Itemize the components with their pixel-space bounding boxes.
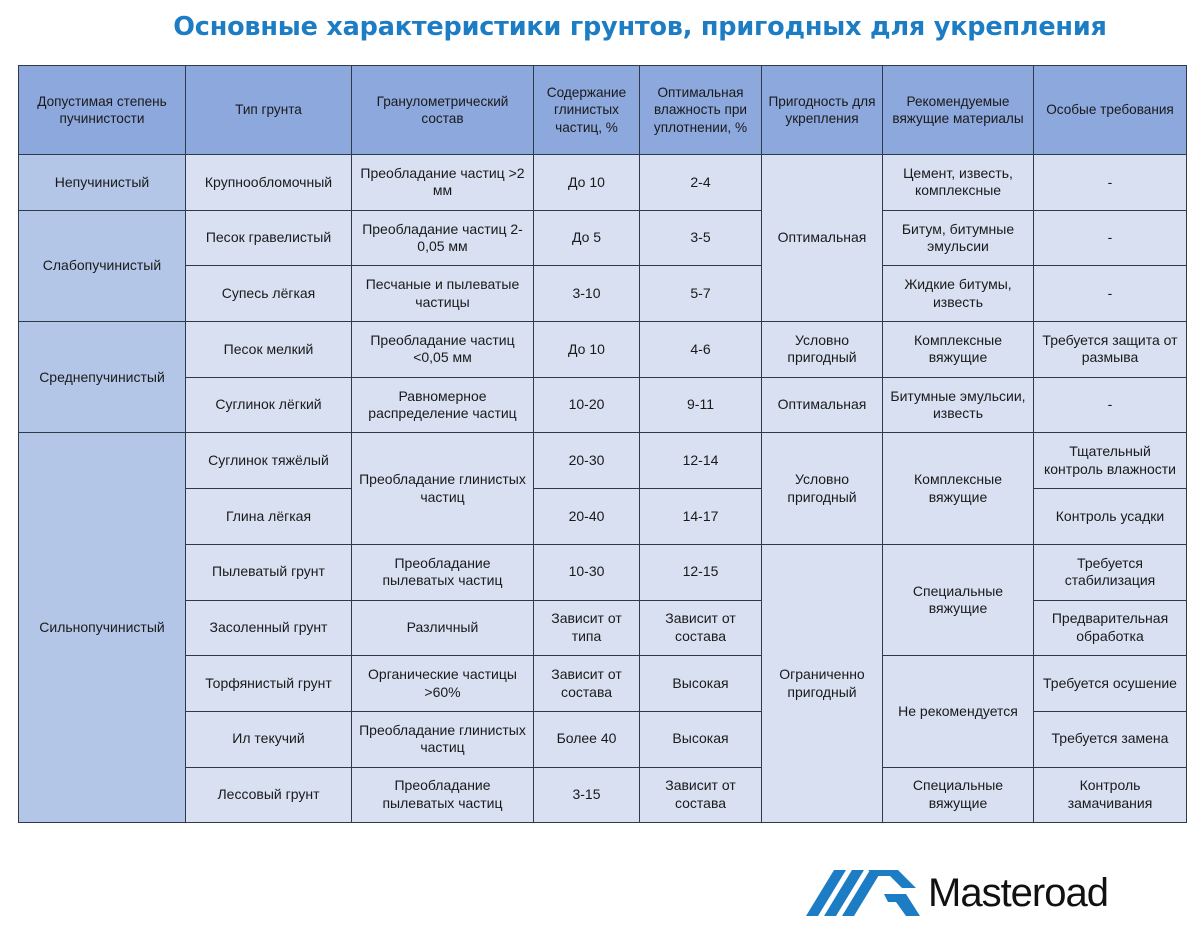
soil-type-cell: Пылеватый грунт <box>186 544 352 600</box>
clay-content-cell: Более 40 <box>534 711 640 767</box>
requirements-cell: Требуется защита от размыва <box>1034 322 1187 378</box>
soil-type-cell: Торфянистый грунт <box>186 656 352 712</box>
header-cell: Тип грунта <box>186 66 352 155</box>
moisture-cell: 12-15 <box>640 544 762 600</box>
suitability-cell: Оптимальная <box>762 377 883 433</box>
composition-cell: Равномерное распределение частиц <box>352 377 534 433</box>
requirements-cell: Тщательный контроль влажности <box>1034 433 1187 489</box>
header-cell: Содержание глинистых частиц, % <box>534 66 640 155</box>
suitability-cell: Ограниченно пригодный <box>762 544 883 822</box>
moisture-cell: 5-7 <box>640 266 762 322</box>
requirements-cell: - <box>1034 377 1187 433</box>
table-header-row <box>19 66 1187 155</box>
composition-cell: Преобладание частиц >2 мм <box>352 155 534 211</box>
table-row <box>19 155 1187 211</box>
header-cell: Рекомендуемые вяжущие материалы <box>883 66 1034 155</box>
binder-cell: Битумные эмульсии, известь <box>883 377 1034 433</box>
soil-type-cell: Суглинок лёгкий <box>186 377 352 433</box>
requirements-cell: - <box>1034 266 1187 322</box>
binder-cell: Битум, битумные эмульсии <box>883 210 1034 266</box>
clay-content-cell: 20-30 <box>534 433 640 489</box>
moisture-cell: 4-6 <box>640 322 762 378</box>
composition-cell: Преобладание частиц 2-0,05 мм <box>352 210 534 266</box>
table-row <box>19 210 1187 266</box>
suitability-cell: Оптимальная <box>762 155 883 322</box>
moisture-cell: Зависит от состава <box>640 600 762 656</box>
frost-degree-cell: Среднепучинистый <box>19 322 186 433</box>
composition-cell: Различный <box>352 600 534 656</box>
requirements-cell: Контроль усадки <box>1034 489 1187 545</box>
header-cell: Оптимальная влажность при уплотнении, % <box>640 66 762 155</box>
table-row <box>19 266 1187 322</box>
binder-cell: Специальные вяжущие <box>883 544 1034 655</box>
clay-content-cell: 10-20 <box>534 377 640 433</box>
masteroad-logo <box>806 868 1108 918</box>
frost-degree-cell: Слабопучинистый <box>19 210 186 321</box>
soil-characteristics-table <box>18 65 1187 823</box>
requirements-cell: Требуется стабилизация <box>1034 544 1187 600</box>
header-cell: Гранулометрический состав <box>352 66 534 155</box>
binder-cell: Комплексные вяжущие <box>883 433 1034 544</box>
clay-content-cell: 3-15 <box>534 767 640 823</box>
moisture-cell: Высокая <box>640 656 762 712</box>
requirements-cell: - <box>1034 210 1187 266</box>
clay-content-cell: Зависит от типа <box>534 600 640 656</box>
soil-type-cell: Лессовый грунт <box>186 767 352 823</box>
clay-content-cell: 10-30 <box>534 544 640 600</box>
logo-text: Masteroad <box>928 871 1108 915</box>
table-row <box>19 656 1187 712</box>
binder-cell: Комплексные вяжущие <box>883 322 1034 378</box>
moisture-cell: 2-4 <box>640 155 762 211</box>
table-row <box>19 433 1187 489</box>
page-title: Основные характеристики грунтов, пригодных для укрепления <box>173 12 1107 42</box>
table-row <box>19 544 1187 600</box>
suitability-cell: Условно пригодный <box>762 322 883 378</box>
moisture-cell: 9-11 <box>640 377 762 433</box>
soil-type-cell: Песок мелкий <box>186 322 352 378</box>
clay-content-cell: До 10 <box>534 155 640 211</box>
soil-type-cell: Ил текучий <box>186 711 352 767</box>
requirements-cell: Контроль замачивания <box>1034 767 1187 823</box>
header-cell: Особые требования <box>1034 66 1187 155</box>
table-row <box>19 767 1187 823</box>
clay-content-cell: Зависит от состава <box>534 656 640 712</box>
clay-content-cell: 20-40 <box>534 489 640 545</box>
composition-cell: Органические частицы >60% <box>352 656 534 712</box>
moisture-cell: 14-17 <box>640 489 762 545</box>
frost-degree-cell: Сильнопучинистый <box>19 433 186 823</box>
clay-content-cell: 3-10 <box>534 266 640 322</box>
clay-content-cell: До 5 <box>534 210 640 266</box>
composition-cell: Преобладание пылеватых частиц <box>352 767 534 823</box>
requirements-cell: - <box>1034 155 1187 211</box>
soil-type-cell: Глина лёгкая <box>186 489 352 545</box>
soil-type-cell: Крупнообломочный <box>186 155 352 211</box>
requirements-cell: Предварительная обработка <box>1034 600 1187 656</box>
composition-cell: Преобладание глинистых частиц <box>352 711 534 767</box>
clay-content-cell: До 10 <box>534 322 640 378</box>
moisture-cell: 3-5 <box>640 210 762 266</box>
table-row <box>19 322 1187 378</box>
masteroad-logo-mark <box>806 868 920 918</box>
requirements-cell: Требуется замена <box>1034 711 1187 767</box>
binder-cell: Специальные вяжущие <box>883 767 1034 823</box>
frost-degree-cell: Непучинистый <box>19 155 186 211</box>
composition-cell: Преобладание пылеватых частиц <box>352 544 534 600</box>
binder-cell: Жидкие битумы, известь <box>883 266 1034 322</box>
soil-type-cell: Засоленный грунт <box>186 600 352 656</box>
soil-type-cell: Песок гравелистый <box>186 210 352 266</box>
header-cell: Пригодность для укрепления <box>762 66 883 155</box>
soil-type-cell: Супесь лёгкая <box>186 266 352 322</box>
composition-cell: Песчаные и пылеватые частицы <box>352 266 534 322</box>
moisture-cell: Зависит от состава <box>640 767 762 823</box>
suitability-cell: Условно пригодный <box>762 433 883 544</box>
requirements-cell: Требуется осушение <box>1034 656 1187 712</box>
table-row <box>19 377 1187 433</box>
composition-cell: Преобладание глинистых частиц <box>352 433 534 544</box>
moisture-cell: 12-14 <box>640 433 762 489</box>
binder-cell: Цемент, известь, комплексные <box>883 155 1034 211</box>
composition-cell: Преобладание частиц <0,05 мм <box>352 322 534 378</box>
binder-cell: Не рекомендуется <box>883 656 1034 767</box>
header-cell: Допустимая степень пучинистости <box>19 66 186 155</box>
soil-type-cell: Суглинок тяжёлый <box>186 433 352 489</box>
moisture-cell: Высокая <box>640 711 762 767</box>
